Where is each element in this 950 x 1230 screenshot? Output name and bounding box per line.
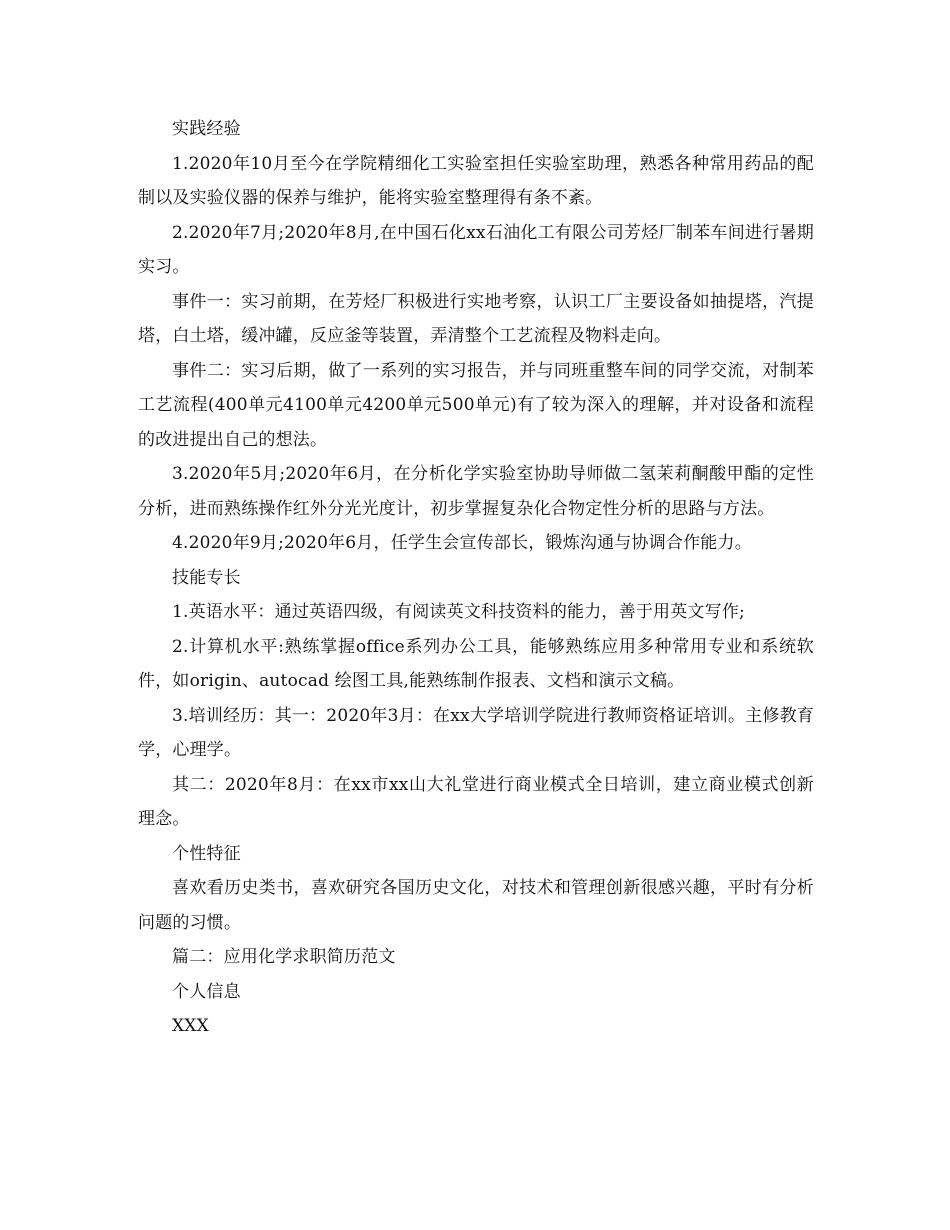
section-heading-skills: 技能专长 — [172, 567, 241, 588]
section-heading-personal-info: 个人信息 — [172, 981, 241, 1002]
experience-item-4: 4.2020年9月;2020年6月，任学生会宣传部长，锻炼沟通与协调合作能力。 — [172, 533, 752, 553]
personality-text: 喜欢看历史类书，喜欢研究各国历史文化，对技术和管理创新很感兴趣，平时有分析问题的习惯。 — [138, 878, 814, 933]
skill-training-two: 其二：2020年8月：在xx市xx山大礼堂进行商业模式全日培训，建立商业模式创新理念。 — [138, 774, 814, 829]
section-heading-experience: 实践经验 — [172, 119, 241, 139]
skill-english: 1.英语水平：通过英语四级，有阅读英文科技资料的能力，善于用英文写作; — [172, 602, 745, 622]
personal-name: XXX — [172, 1016, 209, 1036]
event-two: 事件二：实习后期，做了一系列的实习报告，并与同班重整车间的同学交流，对制苯工艺流程(400单元4100单元4200单元500单元)有了较为深入的理解，并对设备和流程的改进提出自己的想法。 — [138, 360, 814, 450]
skill-computer: 2.计算机水平:熟练掌握office系列办公工具，能够熟练应用多种常用专业和系统软件，如origin、autocad 绘图工具,能熟练制作报表、文档和演示文稿。 — [138, 636, 814, 691]
section-heading-personality: 个性特征 — [172, 843, 241, 864]
event-one: 事件一：实习前期，在芳烃厂积极进行实地考察，认识工厂主要设备如抽提塔，汽提塔，白土塔，缓冲罐，反应釜等装置，弄清整个工艺流程及物料走向。 — [138, 291, 814, 346]
experience-item-2: 2.2020年7月;2020年8月,在中国石化xx石油化工有限公司芳烃厂制苯车间进行暑期实习。 — [138, 222, 814, 277]
experience-item-3: 3.2020年5月;2020年6月，在分析化学实验室协助导师做二氢茉莉酮酸甲酯的定性分析，进而熟练操作红外分光光度计，初步掌握复杂化合物定性分析的思路与方法。 — [138, 464, 814, 519]
skill-training-one: 3.培训经历：其一：2020年3月：在xx大学培训学院进行教师资格证培训。主修教育学，心理学。 — [138, 705, 814, 760]
part-two-title: 篇二：应用化学求职简历范文 — [172, 947, 396, 967]
document-body — [138, 112, 814, 1044]
experience-item-1: 1.2020年10月至今在学院精细化工实验室担任实验室助理，熟悉各种常用药品的配制以及实验仪器的保养与维护，能将实验室整理得有条不紊。 — [138, 153, 814, 208]
